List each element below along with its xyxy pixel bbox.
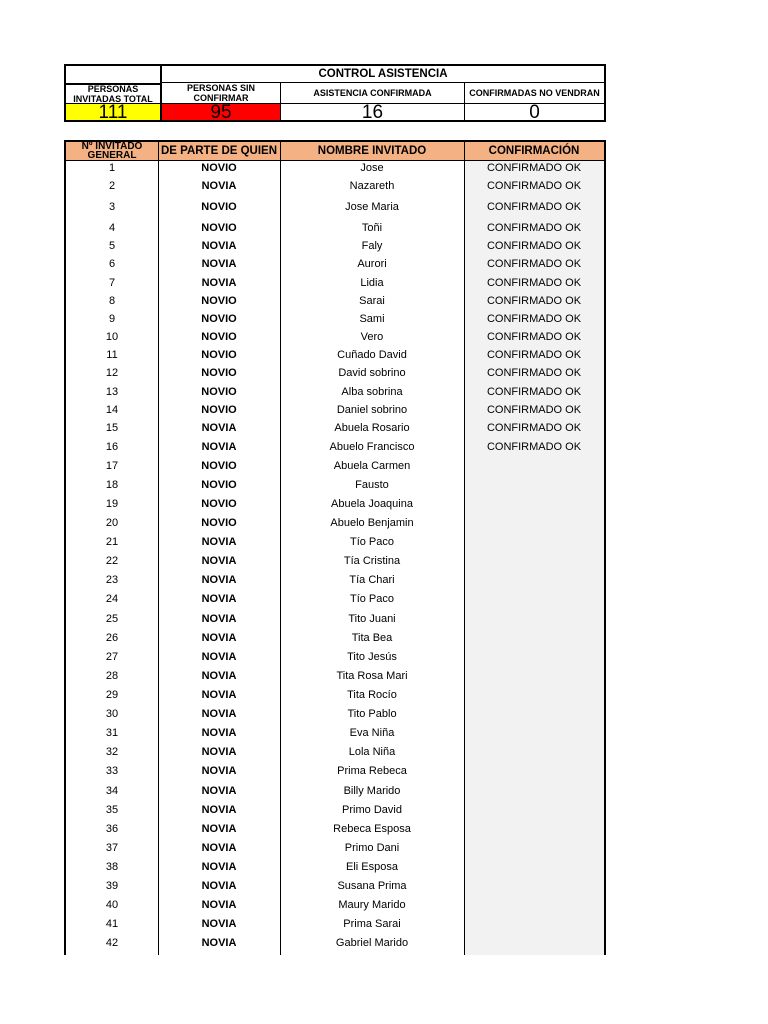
guest-number: 37 (105, 842, 119, 854)
guest-name: Tita Rocío (347, 689, 397, 701)
table-row (66, 590, 604, 608)
guest-name: Tío Paco (349, 593, 395, 605)
guest-number: 1 (108, 162, 116, 174)
attendance-summary (64, 64, 606, 122)
guest-side: NOVIA (201, 574, 237, 586)
guest-name: Jose Maria (345, 201, 399, 213)
table-row (66, 419, 604, 437)
guest-number: 30 (105, 708, 119, 720)
guest-name: Prima Rebeca (337, 765, 407, 777)
table-row (66, 782, 604, 800)
guest-number: 11 (106, 349, 118, 361)
guest-side: NOVIA (201, 689, 237, 701)
table-row (66, 401, 604, 419)
guest-number: 26 (105, 632, 119, 644)
guest-confirmation: CONFIRMADO OK (486, 222, 582, 234)
guest-name: Gabriel Marido (335, 937, 409, 949)
guest-name: Nazareth (349, 180, 395, 192)
guest-side: NOVIA (201, 765, 237, 777)
guest-number: 32 (105, 746, 119, 758)
guest-name: Susana Prima (337, 880, 407, 892)
guest-name: Sarai (359, 295, 385, 307)
table-row (66, 237, 604, 255)
header-side: DE PARTE DE QUIEN (160, 145, 278, 157)
guest-name: Tito Juani (348, 613, 396, 625)
guest-confirmation: CONFIRMADO OK (486, 349, 582, 361)
guest-side: NOVIO (201, 331, 237, 343)
table-row (66, 629, 604, 647)
guest-name: Tito Jesús (347, 651, 397, 663)
guest-number: 28 (105, 670, 119, 682)
guest-number: 14 (105, 404, 119, 416)
guest-side: NOVIA (201, 258, 237, 270)
guest-name: Lidia (360, 277, 384, 289)
guest-number: 24 (105, 593, 119, 605)
guest-number: 5 (108, 240, 116, 252)
guest-side: NOVIA (201, 746, 237, 758)
guest-confirmation: CONFIRMADO OK (486, 240, 582, 252)
table-row (66, 705, 604, 723)
guest-side: NOVIA (201, 422, 237, 434)
guest-side: NOVIA (201, 842, 237, 854)
table-row (66, 177, 604, 195)
table-row (66, 934, 604, 952)
guest-side: NOVIA (201, 670, 237, 682)
guest-side: NOVIA (201, 180, 237, 192)
table-row (66, 877, 604, 895)
guest-name: Tía Cristina (343, 555, 401, 567)
not-coming-value: 0 (464, 103, 604, 120)
guest-number: 6 (108, 258, 116, 270)
table-row (66, 292, 604, 310)
guest-name: Primo Dani (344, 842, 400, 854)
guest-number: 34 (105, 785, 119, 797)
guest-number: 20 (105, 517, 119, 529)
table-row (66, 438, 604, 456)
guest-name: Tío Paco (349, 536, 395, 548)
guest-number: 35 (105, 804, 119, 816)
summary-title: CONTROL ASISTENCIA (160, 66, 604, 83)
guest-confirmation: CONFIRMADO OK (486, 162, 582, 174)
table-row (66, 346, 604, 364)
guest-side: NOVIA (201, 651, 237, 663)
guest-number: 29 (105, 689, 119, 701)
guest-side: NOVIO (201, 386, 237, 398)
guest-name: Faly (361, 240, 383, 252)
not-coming-label: CONFIRMADAS NO VENDRAN (464, 83, 604, 103)
guest-name: Abuelo Francisco (329, 441, 415, 453)
guest-number: 41 (105, 918, 119, 930)
guest-name: Jose (360, 162, 384, 174)
guest-name: Abuelo Benjamin (330, 517, 414, 529)
table-row (66, 383, 604, 401)
guest-confirmation: CONFIRMADO OK (486, 331, 582, 343)
guest-side: NOVIA (201, 441, 237, 453)
table-row (66, 328, 604, 346)
guest-name: Lola Niña (348, 746, 396, 758)
table-row (66, 495, 604, 513)
guest-confirmation: CONFIRMADO OK (486, 367, 582, 379)
guest-name: Cuñado David (337, 349, 407, 361)
guest-side: NOVIA (201, 555, 237, 567)
guest-name: Rebeca Esposa (333, 823, 411, 835)
guest-number: 17 (105, 460, 119, 472)
guest-name: Primo David (342, 804, 402, 816)
guest-number: 36 (105, 823, 119, 835)
guest-number: 10 (105, 331, 119, 343)
guest-side: NOVIA (201, 536, 237, 548)
total-invited-value: 111 (66, 103, 160, 120)
guest-confirmation: CONFIRMADO OK (486, 422, 582, 434)
guest-name: Tita Bea (351, 632, 393, 644)
guest-name: Eli Esposa (346, 861, 398, 873)
guest-side: NOVIA (201, 277, 237, 289)
table-row (66, 839, 604, 857)
guest-name: Tía Chari (349, 574, 395, 586)
guest-number: 25 (105, 613, 119, 625)
guest-number: 7 (108, 277, 116, 289)
guest-name: David sobrino (338, 367, 406, 379)
table-row (66, 915, 604, 933)
guest-name: Billy Marido (343, 785, 401, 797)
guest-side: NOVIA (201, 613, 237, 625)
guest-name: Alba sobrina (341, 386, 403, 398)
table-row (66, 255, 604, 273)
guest-side: NOVIA (201, 593, 237, 605)
guest-name: Daniel sobrino (336, 404, 408, 416)
table-row (66, 724, 604, 742)
guest-name: Abuela Carmen (333, 460, 411, 472)
guest-name: Tita Rosa Mari (336, 670, 408, 682)
guest-confirmation: CONFIRMADO OK (486, 386, 582, 398)
guest-table (64, 140, 606, 955)
guest-side: NOVIO (201, 498, 237, 510)
guest-side: NOVIO (201, 460, 237, 472)
table-row (66, 648, 604, 666)
guest-confirmation: CONFIRMADO OK (486, 313, 582, 325)
guest-confirmation: CONFIRMADO OK (486, 258, 582, 270)
guest-name: Eva Niña (349, 727, 395, 739)
guest-number: 42 (105, 937, 119, 949)
guest-number: 15 (105, 422, 119, 434)
table-row (66, 743, 604, 761)
guest-confirmation: CONFIRMADO OK (486, 295, 582, 307)
unconfirmed-label: PERSONAS SIN CONFIRMAR (160, 83, 280, 103)
table-row (66, 858, 604, 876)
guest-confirmation: CONFIRMADO OK (486, 404, 582, 416)
guest-number: 31 (105, 727, 119, 739)
guest-side: NOVIO (201, 479, 237, 491)
table-row (66, 310, 604, 328)
guest-name: Sami (359, 313, 385, 325)
guest-number: 27 (105, 651, 119, 663)
table-row (66, 896, 604, 914)
table-row (66, 476, 604, 494)
guest-number: 18 (105, 479, 119, 491)
guest-name: Prima Sarai (343, 918, 401, 930)
guest-side: NOVIA (201, 861, 237, 873)
guest-side: NOVIA (201, 823, 237, 835)
guest-number: 9 (108, 313, 116, 325)
table-row (66, 610, 604, 628)
header-guest-number: Nº INVITADO GENERAL (81, 142, 143, 160)
guest-number: 19 (105, 498, 119, 510)
guest-side: NOVIA (201, 937, 237, 949)
unconfirmed-value: 95 (160, 103, 280, 120)
guest-name: Abuela Rosario (334, 422, 410, 434)
guest-number: 4 (108, 222, 116, 234)
guest-confirmation: CONFIRMADO OK (486, 441, 582, 453)
guest-side: NOVIA (201, 240, 237, 252)
guest-confirmation: CONFIRMADO OK (486, 180, 582, 192)
guest-side: NOVIO (201, 162, 237, 174)
guest-side: NOVIA (201, 804, 237, 816)
table-row (66, 514, 604, 532)
table-row (66, 667, 604, 685)
guest-number: 3 (108, 201, 116, 213)
guest-side: NOVIA (201, 727, 237, 739)
guest-name: Fausto (355, 479, 389, 491)
guest-number: 12 (105, 367, 119, 379)
guest-name: Vero (360, 331, 384, 343)
header-guest-name: NOMBRE INVITADO (317, 145, 427, 157)
table-row (66, 198, 604, 216)
guest-number: 2 (108, 180, 116, 192)
guest-name: Maury Marido (338, 899, 406, 911)
guest-number: 40 (105, 899, 119, 911)
guest-confirmation: CONFIRMADO OK (486, 277, 582, 289)
table-row (66, 159, 604, 177)
table-row (66, 571, 604, 589)
table-row (66, 801, 604, 819)
guest-side: NOVIO (201, 201, 237, 213)
guest-side: NOVIA (201, 880, 237, 892)
guest-number: 23 (105, 574, 119, 586)
guest-side: NOVIA (201, 785, 237, 797)
guest-side: NOVIO (201, 349, 237, 361)
table-row (66, 219, 604, 237)
guest-number: 21 (105, 536, 119, 548)
guest-number: 22 (105, 555, 119, 567)
table-row (66, 457, 604, 475)
guest-name: Toñi (361, 222, 383, 234)
table-row (66, 686, 604, 704)
guest-number: 33 (105, 765, 119, 777)
guest-number: 13 (105, 386, 119, 398)
guest-side: NOVIO (201, 295, 237, 307)
table-row (66, 364, 604, 382)
guest-name: Abuela Joaquina (331, 498, 413, 510)
guest-side: NOVIO (201, 313, 237, 325)
guest-name: Aurori (357, 258, 387, 270)
total-invited-label: PERSONAS INVITADAS TOTAL (66, 83, 160, 103)
guest-side: NOVIO (201, 517, 237, 529)
table-row (66, 820, 604, 838)
confirmed-label: ASISTENCIA CONFIRMADA (280, 83, 464, 103)
guest-side: NOVIA (201, 632, 237, 644)
guest-side: NOVIA (201, 918, 237, 930)
guest-confirmation: CONFIRMADO OK (486, 201, 582, 213)
guest-side: NOVIO (201, 367, 237, 379)
confirmed-value: 16 (280, 103, 464, 120)
guest-number: 39 (105, 880, 119, 892)
table-row (66, 533, 604, 551)
guest-number: 16 (105, 441, 119, 453)
header-confirmation: CONFIRMACIÓN (488, 145, 580, 157)
table-row (66, 274, 604, 292)
table-row (66, 552, 604, 570)
guest-number: 8 (108, 295, 116, 307)
guest-side: NOVIA (201, 708, 237, 720)
guest-side: NOVIA (201, 899, 237, 911)
guest-side: NOVIO (201, 222, 237, 234)
guest-name: Tito Pablo (347, 708, 397, 720)
table-row (66, 762, 604, 780)
guest-side: NOVIO (201, 404, 237, 416)
guest-number: 38 (105, 861, 119, 873)
